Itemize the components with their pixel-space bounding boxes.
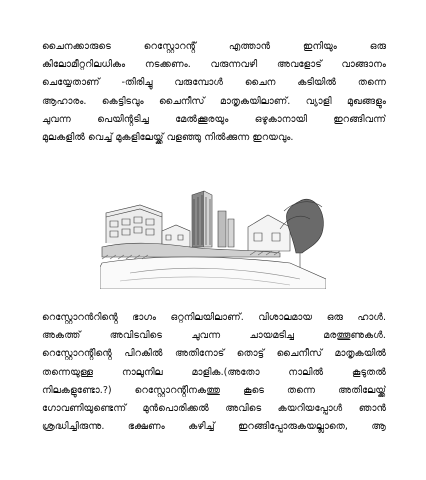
text-line: കിലോമീറ്ററിലധികം നടക്കണം. വരുന്നവഴി അവളോട് വാങ്ങാനം: [42, 59, 386, 71]
text-line: റെസ്റ്റോറൻറിൻ്റെ ഭാഗം ഒറ്റനിലയിലാണ്. വിശാലമായ ഒരു ഹാൾ.: [42, 312, 386, 323]
text-line: തന്നെയുള്ള നാലുനില മാളിക.(അതോ നാലിൽ കൂടുതൽ: [42, 366, 386, 378]
text-line: ആഹാരം. കെട്ടിടവും ചൈനീസ് മാതൃകയിലാണ്. വ്യാളി മുഖങ്ങളും: [42, 95, 386, 107]
text-line: മുലകളിൽ വെച്ച് മുകളിലേയ്ക്ക് വളഞ്ഞു നിൽക്കുന്ന ഇറയവും.: [42, 132, 294, 144]
paragraph-1: [42, 38, 386, 147]
tree: [286, 199, 323, 253]
road: [100, 257, 326, 289]
text-line: ഗോവണിയുണ്ടെന്ന് മുൻപൊരിക്കൽ അവിടെ കയറിയപ്പോൾ ഞാൻ: [42, 403, 386, 415]
street-sketch-illustration: [100, 183, 326, 289]
text-line: ശ്രദ്ധിച്ചിരുന്നു. ഭക്ഷണം കഴിച്ച് ഇറങ്ങിപ്പോരുകയല്ലാതെ, ആ: [42, 421, 386, 433]
text-line: ചുവന്ന പെയിൻ്റടിച്ച മേൽക്കൂരയും ഒഴുകാനായി ഇറങ്ങിവന്ന്: [42, 113, 386, 125]
text-line: ചൈനക്കാരുടെ റെസ്റ്റോറൻ്റ് എത്താൻ ഇനിയും ഒരു: [42, 41, 386, 52]
text-line: അകത്ത് അവിടവിടെ ചുവന്ന ചായമടിച്ച മരത്തൂണുകൾ.: [42, 330, 386, 342]
text-line: ചെയ്യേതാണ് -തിരിച്ചു വരുമ്പോൾ ചൈന കടിയിൽ തന്നെ: [42, 77, 386, 89]
paragraph-2: [42, 309, 386, 436]
text-line: റെസ്റ്റോറൻ്റിൻ്റെ പിറകിൽ അതിനോട് തൊട്ട് ചൈനീസ് മാതൃകയിൽ: [42, 348, 386, 360]
distant-tower: [218, 211, 226, 247]
text-line: നിലകളുണ്ടോ.?) റെസ്റ്റോറൻ്റിനകത്തു കൂടെ തന്നെ അതിലേയ്ക്ക്: [42, 384, 386, 396]
